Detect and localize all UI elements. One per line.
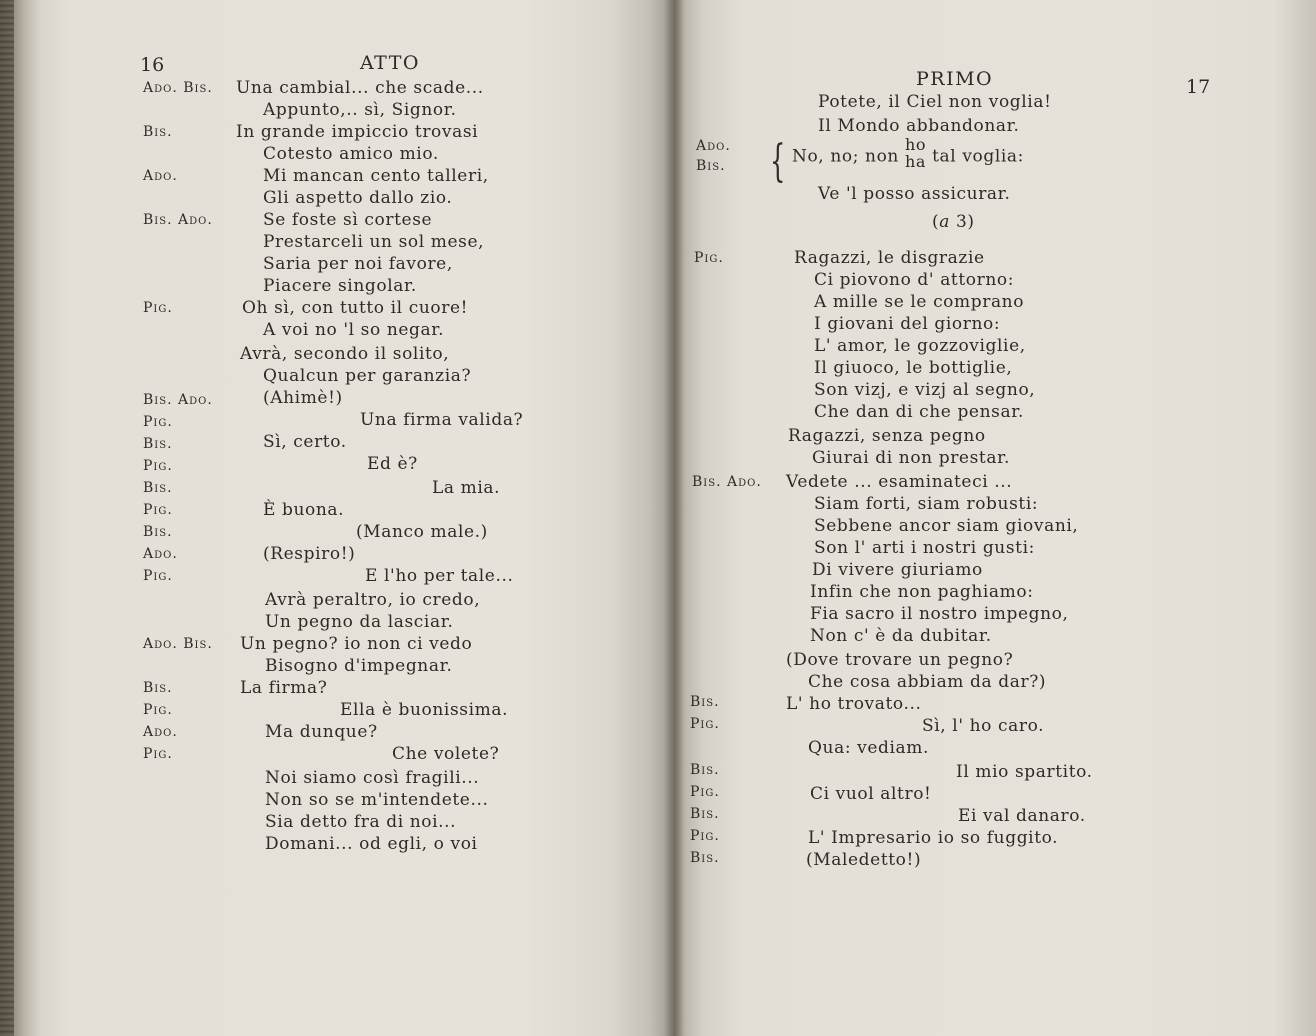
- verse-line: Ragazzi, senza pegno: [788, 426, 986, 446]
- verse-line: E l'ho per tale...: [365, 566, 514, 586]
- speaker-label: Ado.: [143, 168, 178, 184]
- verse-line: Che volete?: [392, 744, 500, 764]
- speaker-label: Bis.: [143, 524, 173, 540]
- verse-line: Vedete ... esaminateci ...: [786, 472, 1013, 492]
- verse-line: Ella è buonissima.: [340, 700, 509, 720]
- verse-line: Domani... od egli, o voi: [265, 834, 478, 854]
- speaker-label: Bis.: [690, 762, 720, 778]
- speaker-label: Bis. Ado.: [692, 474, 762, 490]
- speaker-label: Pig.: [143, 300, 173, 316]
- speaker-label: Ado.: [143, 546, 178, 562]
- a3-italic: a: [939, 212, 950, 232]
- speaker-label: Ado. Bis.: [143, 80, 213, 96]
- speaker-label: Ado. Bis.: [143, 636, 213, 652]
- speaker-label: Bis.: [690, 850, 720, 866]
- verse-line: Appunto,.. sì, Signor.: [263, 100, 457, 120]
- verse-line: Avrà peraltro, io credo,: [265, 590, 481, 610]
- verse-line: Qua: vediam.: [808, 738, 929, 758]
- verse-line: Una cambial... che scade...: [236, 78, 484, 98]
- verse-line: Che dan di che pensar.: [814, 402, 1025, 422]
- verse-line: La firma?: [240, 678, 328, 698]
- a3-open: (: [932, 212, 940, 232]
- verse-line: Qualcun per garanzia?: [263, 366, 472, 386]
- speaker-label: Pig.: [143, 502, 173, 518]
- speaker-label: Bis.: [696, 158, 726, 174]
- verse-line: L' ho trovato...: [786, 694, 922, 714]
- verse-line: Non c' è da dubitar.: [810, 626, 992, 646]
- verse-line: Ci piovono d' attorno:: [814, 270, 1015, 290]
- variant-stack: [905, 136, 926, 170]
- speaker-label: Ado.: [143, 724, 178, 740]
- speaker-label: Pig.: [143, 568, 173, 584]
- speaker-label: Pig.: [143, 702, 173, 718]
- verse-line: L' Impresario io so fuggito.: [808, 828, 1059, 848]
- verse-line: È buona.: [263, 500, 345, 520]
- running-head-left: ATTO: [360, 52, 420, 74]
- verse-line: Siam forti, siam robusti:: [814, 494, 1039, 514]
- verse-line: Il giuoco, le bottiglie,: [814, 358, 1013, 378]
- verse-line: Mi mancan cento talleri,: [263, 166, 489, 186]
- speaker-label: Pig.: [690, 716, 720, 732]
- speaker-label: Pig.: [690, 784, 720, 800]
- verse-line: Ci vuol altro!: [810, 784, 932, 804]
- speaker-label: Bis. Ado.: [143, 212, 213, 228]
- speaker-label: Bis.: [143, 480, 173, 496]
- speaker-label: Bis.: [143, 124, 173, 140]
- ensemble-marker: [932, 212, 975, 232]
- verse-line: Sì, certo.: [263, 432, 347, 452]
- verse-line: Bisogno d'impegnar.: [265, 656, 453, 676]
- verse-line: Son vizj, e vizj al segno,: [814, 380, 1036, 400]
- variant-bottom: ha: [905, 152, 927, 171]
- verse-line: L' amor, le gozzoviglie,: [814, 336, 1026, 356]
- verse-line: Ed è?: [367, 454, 418, 474]
- page-edge: [0, 0, 14, 1036]
- verse-line: Fia sacro il nostro impegno,: [810, 604, 1069, 624]
- page-number-left: 16: [140, 54, 165, 76]
- verse-line: (Ahimè!): [263, 388, 343, 408]
- verse-line: (Dove trovare un pegno?: [786, 650, 1014, 670]
- verse-line: Una firma valida?: [360, 410, 524, 430]
- verse-line: (Maledetto!): [806, 850, 922, 870]
- verse-line: Sia detto fra di noi...: [265, 812, 457, 832]
- speaker-label: Bis.: [143, 680, 173, 696]
- verse-line: In grande impiccio trovasi: [236, 122, 479, 142]
- verse-line: Gli aspetto dallo zio.: [263, 188, 453, 208]
- verse-line: I giovani del giorno:: [814, 314, 1001, 334]
- verse-line: (Respiro!): [263, 544, 356, 564]
- speaker-label: Ado.: [696, 138, 731, 154]
- verse-line: Cotesto amico mio.: [263, 144, 439, 164]
- verse-line: Un pegno da lasciar.: [265, 612, 454, 632]
- verse-line: Ragazzi, le disgrazie: [794, 248, 985, 268]
- a3-rest: 3): [949, 212, 975, 232]
- verse-line: Prestarceli un sol mese,: [263, 232, 485, 252]
- right-page: [674, 0, 1316, 1036]
- verse-line: Ma dunque?: [265, 722, 378, 742]
- speaker-label: Bis.: [690, 694, 720, 710]
- verse-line: Non so se m'intendete...: [265, 790, 489, 810]
- book-gutter: [664, 0, 684, 1036]
- verse-line: Ei val danaro.: [958, 806, 1086, 826]
- verse-line: Potete, il Ciel non voglia!: [818, 92, 1052, 112]
- verse-line: La mia.: [432, 478, 501, 498]
- verse-line: Sì, l' ho caro.: [922, 716, 1045, 736]
- verse-line: Un pegno? io non ci vedo: [240, 634, 473, 654]
- verse-line: Se foste sì cortese: [263, 210, 433, 230]
- verse-line: Noi siamo così fragili...: [265, 768, 480, 788]
- verse-line: Il Mondo abbandonar.: [818, 116, 1020, 136]
- verse-line: A mille se le comprano: [814, 292, 1025, 312]
- verse-line: (Manco male.): [356, 522, 488, 542]
- verse-line-with-variant: [792, 135, 1024, 174]
- verse-fragment: tal voglia:: [932, 146, 1024, 167]
- speaker-label: Bis. Ado.: [143, 392, 213, 408]
- verse-line: Saria per noi favore,: [263, 254, 453, 274]
- speaker-label: Pig.: [690, 828, 720, 844]
- running-head-right: PRIMO: [916, 68, 994, 90]
- variant-top: ho: [904, 135, 927, 154]
- verse-line: A voi no 'l so negar.: [263, 320, 445, 340]
- verse-line: Piacere singolar.: [263, 276, 417, 296]
- verse-line: Il mio spartito.: [956, 762, 1093, 782]
- verse-line: Infin che non paghiamo:: [810, 582, 1034, 602]
- verse-line: Di vivere giuriamo: [812, 560, 983, 580]
- speaker-label: Pig.: [143, 414, 173, 430]
- verse-line: Sebbene ancor siam giovani,: [814, 516, 1079, 536]
- speaker-label: Pig.: [143, 746, 173, 762]
- speaker-label: Pig.: [143, 458, 173, 474]
- speaker-label: Pig.: [694, 250, 724, 266]
- verse-fragment: No, no; non: [792, 146, 899, 167]
- verse-line: Avrà, secondo il solito,: [240, 344, 450, 364]
- speaker-label: Bis.: [143, 436, 173, 452]
- speaker-label: Bis.: [690, 806, 720, 822]
- verse-line: Giurai di non prestar.: [812, 448, 1010, 468]
- page-number-right: 17: [1186, 76, 1211, 98]
- verse-line: Son l' arti i nostri gusti:: [814, 538, 1035, 558]
- verse-line: Ve 'l posso assicurar.: [818, 184, 1011, 204]
- verse-line: Che cosa abbiam da dar?): [808, 672, 1047, 692]
- verse-line: Oh sì, con tutto il cuore!: [242, 298, 469, 318]
- brace-glyph: {: [770, 136, 786, 187]
